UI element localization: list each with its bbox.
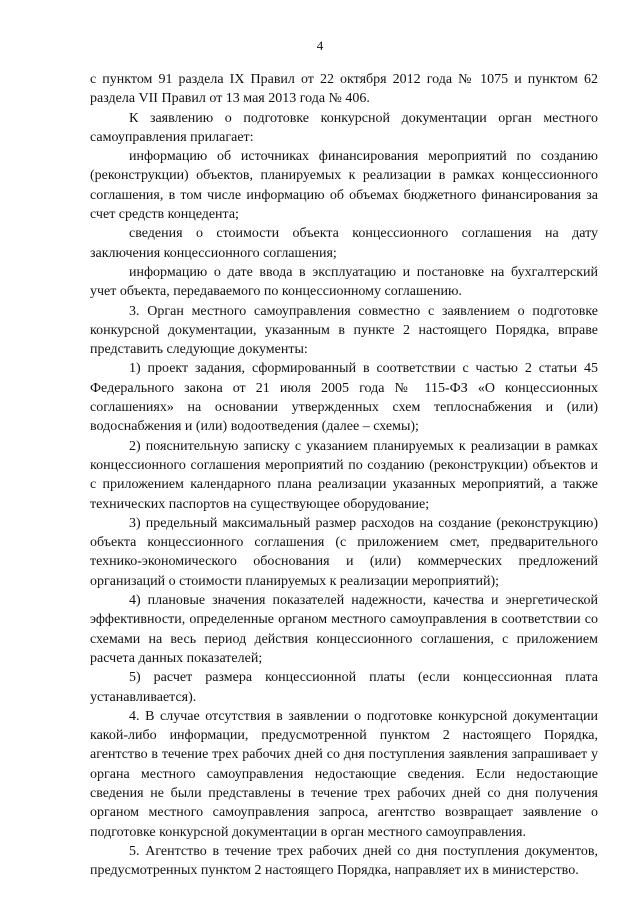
paragraph-item-3: 3. Орган местного самоуправления совместно с заявлением о подготовке конкурсной документации, указанным в пункте 2 настоящего Порядка, вправе представить следующие документы: xyxy=(90,303,598,358)
paragraph-item-3-1: 1) проект задания, сформированный в соответствии с частью 2 статьи 45 Федерального закона от 21 июля 2005 года № 115-ФЗ «О концессионных соглашениях» на основании утвержденных схем теплоснабжения и (или) водоснабжения и (или) водоотведения (далее – схемы); xyxy=(90,361,598,435)
document-body xyxy=(90,70,598,880)
paragraph-item-4: 4. В случае отсутствия в заявлении о подготовке конкурсной документации какой-либо информации, предусмотренной пунктом 2 настоящего Порядка, агентство в течение трех рабочих дней со дня поступления заявления запрашивает у органа местного самоуправления недостающие сведения. Если недостающие сведения не были представлены в течение трех рабочих дней со дня получения органом местного самоуправления запроса, агентство возвращает заявление о подготовке конкурсной документации в орган местного самоуправления. xyxy=(90,708,598,840)
paragraph-funding-info: информацию об источниках финансирования мероприятий по созданию (реконструкции) объектов, планируемых к реализации в рамках концессионного соглашения, в том числе информацию об объемах бюджетного финансирования за счет средств концедента; xyxy=(90,149,598,223)
paragraph-item-3-3: 3) предельный максимальный размер расходов на создание (реконструкцию) объекта концессионного соглашения (с приложением смет, предварительного технико-экономического обоснования и (или) коммерческих предложений организаций о стоимости планируемых к реализации мероприятий); xyxy=(90,515,598,589)
paragraph-commissioning-date: информацию о дате ввода в эксплуатацию и постановке на бухгалтерский учет объекта, передаваемого по концессионному соглашению. xyxy=(90,264,598,300)
paragraph-item-5: 5. Агентство в течение трех рабочих дней со дня поступления документов, предусмотренных пунктом 2 настоящего Порядка, направляет их в министерство. xyxy=(90,843,598,879)
paragraph-item-3-5: 5) расчет размера концессионной платы (если концессионная плата устанавливается). xyxy=(90,670,598,705)
paragraph-attachments-intro: К заявлению о подготовке конкурсной документации орган местного самоуправления прилагает: xyxy=(90,110,598,145)
paragraph-item-3-2: 2) пояснительную записку с указанием планируемых к реализации в рамках концессионного соглашения мероприятий по созданию (реконструкции) объектов и с приложением календарного плана реализации указанных мероприятий, а также технических паспортов на существующее оборудование; xyxy=(90,438,598,512)
page-number: 4 xyxy=(316,38,324,53)
paragraph-continuation: с пунктом 91 раздела IX Правил от 22 октября 2012 года № 1075 и пунктом 62 раздела VII Правил от 13 мая 2013 года № 406. xyxy=(90,72,598,107)
paragraph-object-cost: сведения о стоимости объекта концессионного соглашения на дату заключения концессионного соглашения; xyxy=(90,226,598,261)
paragraph-item-3-4: 4) плановые значения показателей надежности, качества и энергетической эффективности, определенные органом местного самоуправления в соответствии со схемами на весь период действия концессионного соглашения, с приложением расчета данных показателей; xyxy=(90,593,598,666)
